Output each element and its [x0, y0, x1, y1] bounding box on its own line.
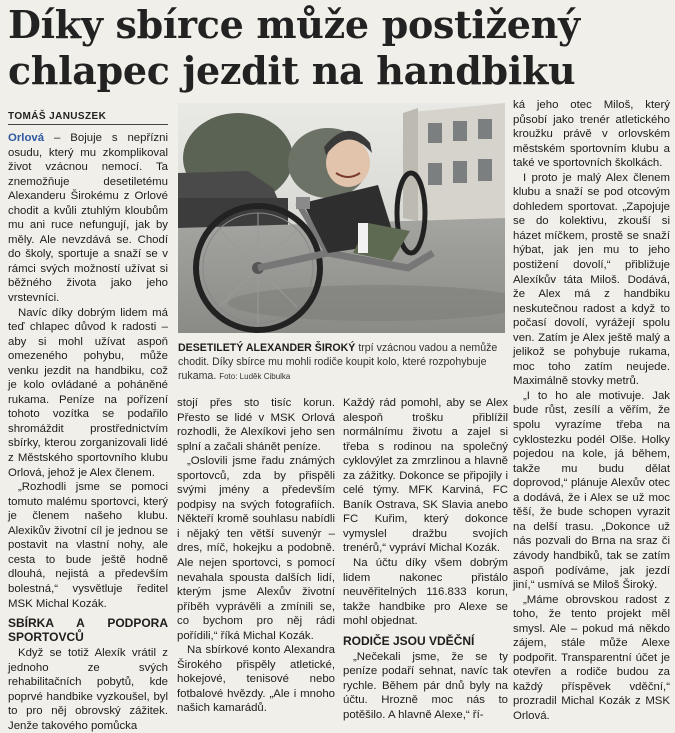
article-column-1	[8, 131, 168, 733]
paragraph: I proto je malý Alex členem klubu a snaží se pod otcovým dohledem sportovat. „Zapojuje se do kolektivu, zkouší si házet míčkem, prostě se snaží hýbat, jak jen mu to jeho postižení dovolí,“ přibližuje Alexíkův táta Miloš. Dodává, že Alex má z handbiku neskutečnou radost a když to počasí dovolí, vyrážejí spolu ven. Zatím je Alex ještě malý a jelikož se pohybuje rukama, moc toho zatím neujede. Maximálně stovky metrů.	[513, 171, 670, 388]
paragraph: „I to ho ale motivuje. Jak bude růst, zesílí a věřím, že spolu vyrazíme třeba na cyklostezku podél Olše. Holky pojedou na kole, já během, takže mu budu dělat doprovod,“ plánuje Alexův otec a dodává, že i Alex se už moc těší, že bude schopen vyrazit na delší trasu. „Dokonce už nás pozvali do Brna na sraz či závody handbiků, tak se zatím aspoň podíváme, jak jezdí jiní,“ usmívá se Miloš Široký.	[513, 389, 670, 592]
paragraph: „Rozhodli jsme se pomoci tomuto malému sportovci, který je členem našeho klubu. Alexikův životní cíl je jednou se postavit na vlastní nohy, ale cesta to bude ještě hodně dlouhá, nejistá a především bolestná,“ vysvětluje ředitel MSK Michal Kozák.	[8, 481, 168, 610]
paragraph: Orlová – Bojuje s nepřízni osudu, který mu zkomplikoval život vzácnou nemocí. Ta znemožňuje desetiletému Alexanderu Širokému z Orlové chodit a kvůli ztuhlým kloubům mu ani ruce nefungují, jak by měly. Ale nevzdává se. Chodí do školy, sportuje a snaží se v rámci svých možností užívat si běžného života jako jeho vrstevníci.	[8, 132, 168, 305]
paragraph: „Oslovili jsme řadu známých sportovců, zda by přispěli svými jmény a především podpisy na svých fotografiích. Někteří kromě souhlasu nabídli i nějaký ten větší suvenýr – dres, míč, hokejku a podobně. Ale nejen sportovci, s pomocí nevahala spousta dalších lidí, kterým jsme Alexův životní příběh vyprávěli a zmínili se, co bychom pro něj rádi pořídili,“ říká Michal Kozák.	[177, 455, 335, 642]
article-column-4	[513, 98, 670, 724]
paragraph: ká jeho otec Miloš, který působí jako trenér atletického kroužku právě v orlovském městském sportovním klubu a také ve sportovních školkách.	[513, 99, 670, 170]
subheading: RODIČE JSOU VDĚČNÍ	[343, 633, 475, 648]
dateline: Orlová	[8, 132, 45, 144]
article-photo	[178, 103, 505, 333]
byline: TOMÁŠ JANUSZEK	[8, 111, 107, 122]
photo-caption	[178, 341, 505, 384]
byline-rule	[8, 124, 168, 125]
paragraph: Navíc díky dobrým lidem má teď chlapec důvod k radosti – aby si mohl užívat aspoň omezeného pohybu, může venku jezdit na handbiku, což je kolo ovládané a poháněné rukama. Peníze na pořízení tohoto vozítka se podařilo shromáždit prostřednictvím sbírky, kterou zorganizovali lidé z Městského sportovního klubu Orlová, jehož je Alex členem.	[8, 306, 168, 479]
paragraph: Na účtu díky všem dobrým lidem nakonec přistálo neuvěřitelných 116.833 korun, takže handbike pro Alexe se mohl objednat.	[343, 557, 508, 628]
paragraph: Když se totiž Alexík vrátil z jednoho ze svých rehabilitačních pobytů, kde poprvé handbike vyzkoušel, byl to pro něj obrovský zážitek. Jenže takového pomůcka	[8, 647, 168, 732]
caption-name: DESETILETÝ ALEXANDER ŠIROKÝ	[178, 342, 356, 354]
paragraph: Každý rád pomohl, aby se Alex alespoň trošku přiblížil normálnímu životu a zajel si třeba s rodinou na společný cyklovýlet za zmrzlinou a hlavně za zážitky. Dokonce se připojily i celé týmy. MFK Karviná, FC Baník Ostrava, SK Slavia anebo FC Kuřim, který dokonce vymyslel dražbu svojích trenérů,“ vypráví Michal Kozák.	[343, 397, 508, 555]
article-column-3	[343, 396, 508, 722]
paragraph: stojí přes sto tisíc korun. Přesto se lidé v MSK Orlová rozhodli, že Alexíkovi jeho sen splní a začali shánět peníze.	[177, 397, 335, 453]
paragraph: Na sbírkové konto Alexandra Širokého přispěly atletické, hokejové, tenisové nebo fotbalové hvězdy. „Ale i mnoho našich kamarádů.	[177, 644, 335, 715]
photo-credit: Foto: Luděk Cibulka	[219, 372, 291, 381]
paragraph: „Máme obrovskou radost z toho, že tento projekt měl smysl. Ale – pokud má někdo zájem, stále může Alexe podpořit. Transparentní účet je otevřen a rodiče budou za každý příspěvek vděční,“ prozradil Michal Kozák z MSK Orlová.	[513, 593, 670, 722]
headline: Díky sbírce může postižený chlapec jezdit na handbiku	[8, 2, 580, 93]
caption-text: trpí vzácnou vadou a nemůže chodit. Díky sbírce mu mohli rodiče koupit kolo, které rozpohybuje rukama.	[178, 342, 498, 382]
photo-boy-on-handbike	[178, 103, 505, 333]
paragraph: „Nečekali jsme, že se ty peníze podaří sehnat, navíc tak rychle. Během pár dnů byly na účtu. Hrozně moc nás to potěšilo. A hlavně Alexe,“ ří-	[343, 650, 508, 721]
subheading: SBÍRKA A PODPORA SPORTOVCŮ	[8, 616, 168, 645]
article-column-2	[177, 396, 335, 716]
